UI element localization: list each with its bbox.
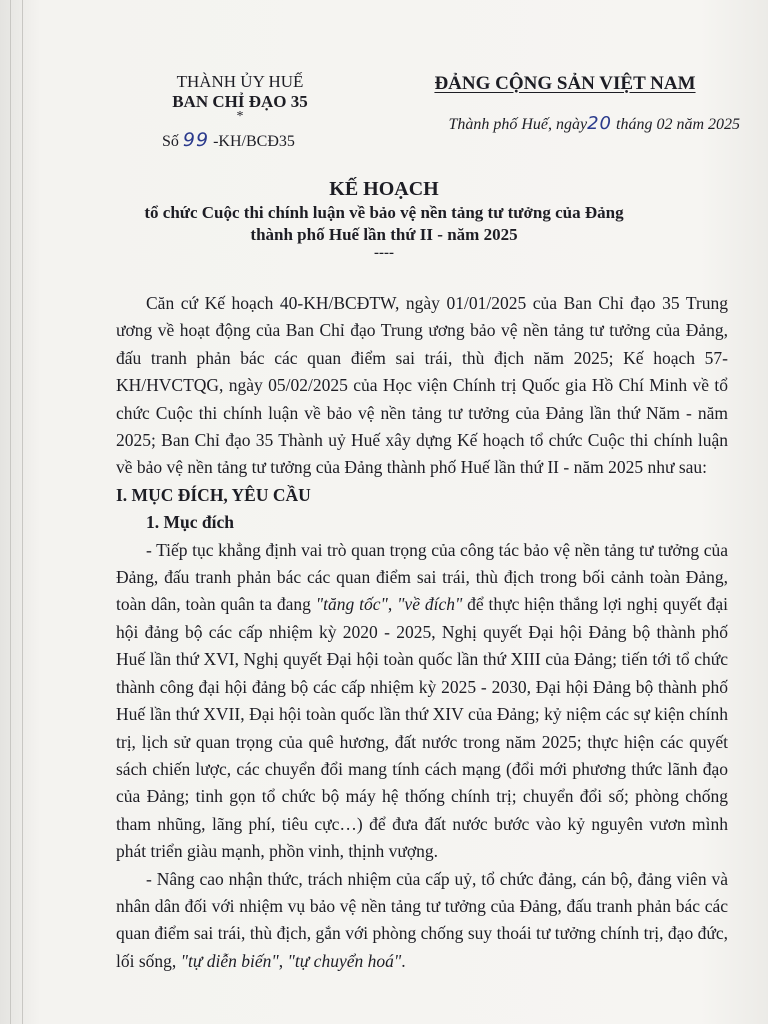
- header-star: *: [236, 109, 244, 124]
- document-number: [140, 128, 340, 154]
- title-block: [60, 176, 708, 260]
- date-prefix: Thành phố Huế, ngày: [448, 116, 588, 133]
- document-title: KẾ HOẠCH: [329, 178, 439, 200]
- issuer-header: [140, 72, 340, 154]
- purpose-paragraph-1: [116, 537, 728, 866]
- committee-name: THÀNH ỦY HUẾ: [176, 72, 304, 91]
- purpose-paragraph-2: [116, 866, 728, 976]
- p2-quote-1: "tự diễn biến": [180, 950, 279, 971]
- section-heading: I. MỤC ĐÍCH, YÊU CẦU: [116, 484, 311, 505]
- board-name: BAN CHỈ ĐẠO 35: [172, 92, 308, 111]
- p1-separator: ,: [387, 594, 398, 615]
- p1-quote-1: "tăng tốc": [315, 594, 388, 615]
- scan-edge-line: [10, 0, 11, 1024]
- subsection-heading: 1. Mục đích: [146, 512, 234, 533]
- p2-separator: ,: [278, 950, 288, 971]
- number-suffix: -KH/BCĐ35: [213, 133, 295, 150]
- intro-paragraph: Căn cứ Kế hoạch 40-KH/BCĐTW, ngày 01/01/2025 của Ban Chỉ đạo 35 Trung ương về hoạt động của Ban Chỉ đạo Trung ương bảo vệ nền tảng tư tưởng của Đảng, đấu tranh phản bác các quan điểm sai trái, thù địch năm 2025; Kế hoạch 57-KH/HVCTQG, ngày 05/02/2025 của Học viện Chính trị Quốc gia Hồ Chí Minh về tổ chức Cuộc thi chính luận về bảo vệ nền tảng tư tưởng của Đảng lần thứ Năm - năm 2025; Ban Chỉ đạo 35 Thành uỷ Huế xây dựng Kế hoạch tổ chức Cuộc thi chính luận về bảo vệ nền tảng tư tưởng của Đảng thành phố Huế lần thứ II - năm 2025 như sau:: [116, 293, 728, 478]
- handwritten-day: 20: [587, 113, 612, 134]
- p2-quote-2: "tự chuyển hoá": [287, 950, 402, 971]
- document-subtitle-line2: thành phố Huế lần thứ II - năm 2025: [250, 225, 518, 244]
- document-subtitle-line1: tổ chức Cuộc thi chính luận về bảo vệ nền tảng tư tưởng của Đảng: [144, 203, 624, 222]
- scan-edge-line: [22, 0, 23, 1024]
- p1-text-start: - Tiếp tục khẳng định vai trò quan trọng của công tác bảo vệ nền tảng tư tưởng của Đảng, đấu tranh phản bác các quan điểm sai trái, thù địch trong bối cảnh toàn Đảng, toàn dân, toàn quân ta đang: [116, 539, 728, 615]
- handwritten-number: 99: [182, 129, 210, 151]
- p2-text-end: .: [401, 950, 406, 971]
- p2-text-start: - Nâng cao nhận thức, trách nhiệm của cấp uỷ, tổ chức đảng, cán bộ, đảng viên và nhân dân đối với nhiệm vụ bảo vệ nền tảng tư tưởng của Đảng, đấu tranh phản bác các quan điểm sai trái, thù địch, gắn với phòng chống suy thoái tư tưởng chính trị, đạo đức, lối sống,: [116, 868, 728, 971]
- date-suffix: tháng 02 năm 2025: [612, 116, 740, 133]
- number-prefix: Số: [162, 133, 179, 150]
- party-name: ĐẢNG CỘNG SẢN VIỆT NAM: [434, 73, 696, 94]
- document-date: [390, 112, 740, 137]
- title-divider: ----: [374, 245, 394, 261]
- document-body: [116, 290, 728, 975]
- party-header: [390, 72, 740, 137]
- p1-quote-2: "về đích": [397, 594, 463, 615]
- p1-text-rest: để thực hiện thắng lợi nghị quyết đại hội đảng bộ các cấp nhiệm kỳ 2020 - 2025, Nghị quyết Đại hội Đảng bộ thành phố Huế lần thứ XVI, Nghị quyết Đại hội toàn quốc lần thứ XIII của Đảng; tiến tới tổ chức thành công đại hội đảng bộ các cấp nhiệm kỳ 2025 - 2030, Đại hội Đảng bộ thành phố Huế lần thứ XVII, Đại hội toàn quốc lần thứ XIV của Đảng; kỷ niệm các sự kiện chính trị, lịch sử quan trọng của quê hương, đất nước trong năm 2025; thực hiện các quyết sách chiến lược, các chuyển đổi mang tính cách mạng (đổi mới phương thức lãnh đạo của Đảng; tinh gọn tổ chức bộ máy hệ thống chính trị; chuyển đổi số; phòng chống tham nhũng, lãng phí, tiêu cực…) để đưa đất nước bước vào kỷ nguyên vươn mình phát triển giàu mạnh, phồn vinh, thịnh vượng.: [116, 594, 728, 862]
